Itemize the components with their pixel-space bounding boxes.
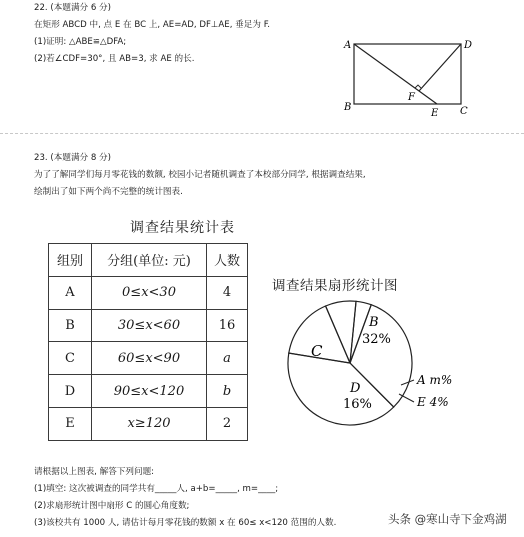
q23-line1: 为了了解同学们每月零花钱的数额, 校园小记者随机调查了本校部分同学, 根据调查结果,: [34, 170, 366, 180]
pie-label-c: C: [311, 342, 323, 360]
table-cell: E: [49, 407, 92, 440]
label-f: F: [408, 92, 415, 103]
table-cell: 16: [207, 309, 248, 342]
pie-title: 调查结果扇形统计图: [272, 278, 398, 294]
pie-chart: [280, 298, 460, 428]
table-cell: 4: [207, 276, 248, 309]
pie-label-d: D: [350, 381, 361, 396]
q23-part1: (1)填空: 这次被调查的同学共有_____人, a+b=_____, m=____;: [34, 484, 279, 494]
pie-label-b-pct: 32%: [362, 332, 391, 347]
table-header-row: [49, 244, 248, 277]
q22-line2: (1)证明: △ABE≌△DFA;: [34, 37, 127, 47]
table-cell: b: [207, 375, 248, 408]
table-title: 调查结果统计表: [130, 220, 235, 236]
label-d: D: [464, 40, 473, 51]
watermark: 头条 @寒山寺下金鸡湖: [388, 512, 507, 526]
table-cell: x≥120: [92, 407, 207, 440]
q23-header: 23. (本题满分 8 分): [34, 153, 112, 163]
table-cell: 60≤x<90: [92, 342, 207, 375]
section-divider: [0, 133, 524, 134]
label-b: B: [344, 102, 352, 113]
rectangle-figure: [338, 36, 478, 122]
pie-label-d-pct: 16%: [343, 397, 372, 412]
table-cell: A: [49, 276, 92, 309]
q22-header: 22. (本题满分 6 分): [34, 3, 112, 13]
table-row: [49, 407, 248, 440]
q22-line3: (2)若∠CDF=30°, 且 AB=3, 求 AE 的长.: [34, 54, 195, 64]
table-cell: 2: [207, 407, 248, 440]
table-header-cell: 分组(单位: 元): [92, 244, 207, 277]
pie-label-a: A m%: [417, 373, 453, 387]
survey-table: [48, 243, 248, 441]
table-cell: D: [49, 375, 92, 408]
table-cell: C: [49, 342, 92, 375]
label-e: E: [431, 108, 439, 119]
pie-label-b: B: [369, 315, 379, 330]
table-cell: 90≤x<120: [92, 375, 207, 408]
q23-intro: 请根据以上图表, 解答下列问题:: [34, 467, 155, 477]
q23-part2: (2)求扇形统计图中扇形 C 的圆心角度数;: [34, 501, 190, 511]
table-row: [49, 309, 248, 342]
table-cell: 30≤x<60: [92, 309, 207, 342]
table-row: [49, 276, 248, 309]
table-row: [49, 375, 248, 408]
table-row: [49, 342, 248, 375]
q23-line2: 绘制出了如下两个尚不完整的统计图表.: [34, 187, 183, 197]
table-header-cell: 组别: [49, 244, 92, 277]
pie-leader-a: [401, 380, 414, 385]
q23-part3: (3)该校共有 1000 人, 请估计每月零花钱的数额 x 在 60≤ x<120 范围的人数.: [34, 518, 337, 528]
table-cell: B: [49, 309, 92, 342]
table-header-cell: 人数: [207, 244, 248, 277]
pie-slice-c: [288, 353, 394, 425]
pie-label-e: E 4%: [417, 395, 449, 409]
table-cell: a: [207, 342, 248, 375]
q22-line1: 在矩形 ABCD 中, 点 E 在 BC 上, AE=AD, DF⊥AE, 垂足为 F.: [34, 20, 270, 30]
table-cell: 0≤x<30: [92, 276, 207, 309]
label-c: C: [460, 106, 468, 117]
label-a: A: [344, 40, 352, 51]
